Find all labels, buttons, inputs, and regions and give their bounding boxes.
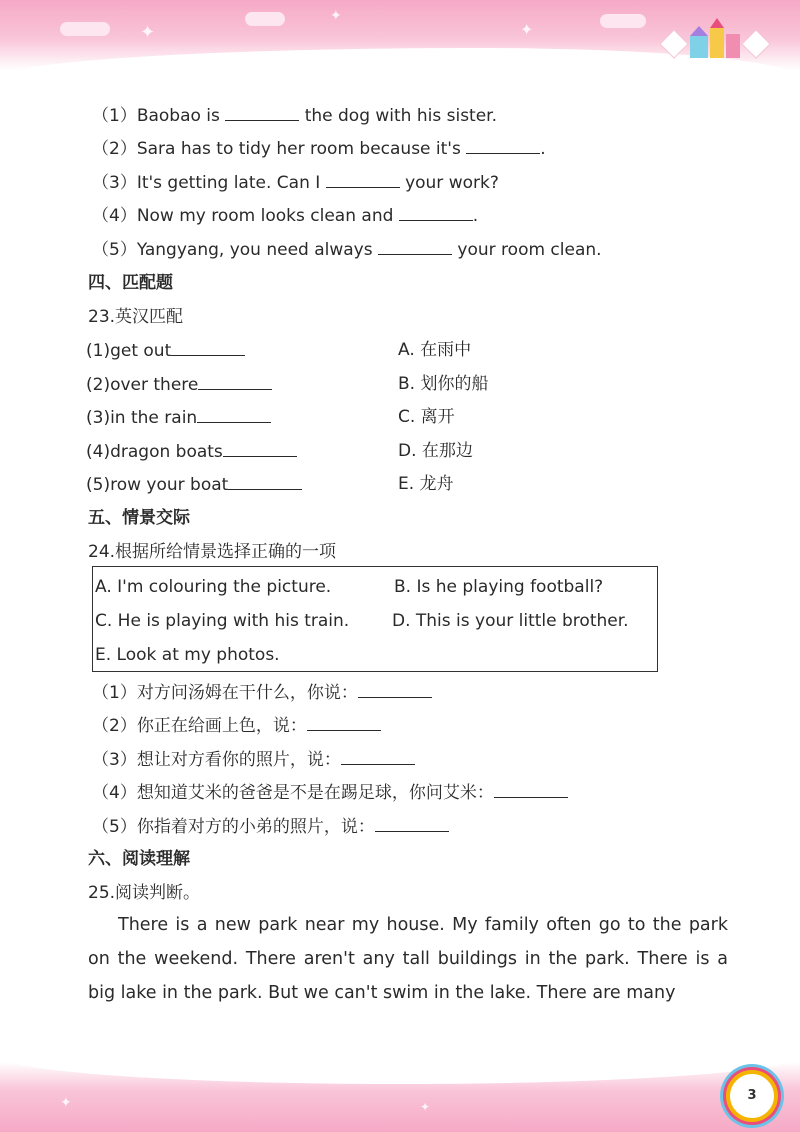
option-b: B. Is he playing football? bbox=[394, 577, 604, 597]
section-heading-situation: 五、情景交际 bbox=[88, 508, 190, 528]
answer-blank[interactable] bbox=[358, 681, 432, 698]
fill-item-4 bbox=[92, 204, 478, 227]
matching-right-item: A. 在雨中 bbox=[398, 340, 472, 360]
answer-blank[interactable] bbox=[198, 373, 272, 390]
sparkle-icon: ✦ bbox=[520, 20, 534, 39]
cloud-decoration bbox=[245, 12, 285, 26]
matching-left-item bbox=[86, 339, 245, 362]
situation-question bbox=[92, 748, 415, 771]
cloud-decoration bbox=[60, 22, 110, 36]
matching-left-text: (4)dragon boats bbox=[86, 442, 223, 462]
question-text: （5）你指着对方的小弟的照片，说： bbox=[92, 817, 375, 837]
matching-left-item bbox=[86, 373, 272, 396]
reading-instruction: 25.阅读判断。 bbox=[88, 883, 201, 903]
answer-blank[interactable] bbox=[466, 137, 540, 154]
question-text: （1）对方问汤姆在干什么，你说： bbox=[92, 683, 358, 703]
sparkle-icon: ✦ bbox=[330, 8, 342, 24]
castle-logo-icon bbox=[660, 18, 770, 64]
sparkle-icon: ✦ bbox=[420, 1100, 431, 1114]
section-heading-matching: 四、匹配题 bbox=[88, 273, 173, 293]
fill-item-text: your room clean. bbox=[452, 240, 602, 260]
answer-blank[interactable] bbox=[378, 238, 452, 255]
situation-question bbox=[92, 681, 432, 704]
fill-item-text: . bbox=[472, 206, 479, 226]
situation-question bbox=[92, 781, 568, 804]
answer-blank[interactable] bbox=[307, 714, 381, 731]
matching-left-item bbox=[86, 406, 271, 429]
fill-item-1 bbox=[92, 104, 497, 127]
section-heading-reading: 六、阅读理解 bbox=[88, 849, 190, 869]
matching-left-text: (3)in the rain bbox=[86, 408, 198, 428]
answer-blank[interactable] bbox=[223, 440, 297, 457]
answer-blank[interactable] bbox=[197, 406, 271, 423]
fill-item-text: （1）Baobao is bbox=[92, 106, 226, 126]
fill-item-text: （2）Sara has to tidy her room because it's bbox=[92, 139, 467, 159]
matching-left-text: (5)row your boat bbox=[86, 475, 229, 495]
answer-blank[interactable] bbox=[341, 748, 415, 765]
matching-left-text: (2)over there bbox=[86, 375, 199, 395]
matching-right-item: B. 划你的船 bbox=[398, 374, 489, 394]
fill-item-text: （5）Yangyang, you need always bbox=[92, 240, 379, 260]
answer-blank[interactable] bbox=[494, 781, 568, 798]
matching-right-item: E. 龙舟 bbox=[398, 474, 454, 494]
question-text: （2）你正在给画上色，说： bbox=[92, 716, 307, 736]
matching-right-item: C. 离开 bbox=[398, 407, 455, 427]
fill-item-2 bbox=[92, 137, 546, 160]
answer-blank[interactable] bbox=[326, 171, 400, 188]
answer-blank[interactable] bbox=[375, 815, 449, 832]
matching-left-text: (1)get out bbox=[86, 341, 172, 361]
answer-blank[interactable] bbox=[228, 473, 302, 490]
matching-right-item: D. 在那边 bbox=[398, 441, 473, 461]
fill-item-text: （3）It's getting late. Can I bbox=[92, 173, 326, 193]
option-e: E. Look at my photos. bbox=[95, 645, 280, 665]
situation-instruction: 24.根据所给情景选择正确的一项 bbox=[88, 542, 337, 562]
matching-left-item bbox=[86, 440, 297, 463]
situation-question bbox=[92, 714, 381, 737]
answer-blank[interactable] bbox=[225, 104, 299, 121]
situation-question bbox=[92, 815, 449, 838]
fill-item-5 bbox=[92, 238, 602, 261]
question-text: （3）想让对方看你的照片，说： bbox=[92, 750, 341, 770]
option-d: D. This is your little brother. bbox=[392, 611, 629, 631]
fill-item-text: the dog with his sister. bbox=[299, 106, 498, 126]
answer-blank[interactable] bbox=[171, 339, 245, 356]
fill-item-text: . bbox=[540, 139, 546, 159]
answer-blank[interactable] bbox=[399, 204, 473, 221]
fill-item-3 bbox=[92, 171, 499, 194]
question-text: （4）想知道艾米的爸爸是不是在踢足球，你问艾米： bbox=[92, 783, 494, 803]
fill-item-text: （4）Now my room looks clean and bbox=[92, 206, 399, 226]
matching-left-item bbox=[86, 473, 302, 496]
fill-item-text: your work? bbox=[399, 173, 499, 193]
footer-banner bbox=[0, 1062, 800, 1132]
option-a: A. I'm colouring the picture. bbox=[95, 577, 332, 597]
sparkle-icon: ✦ bbox=[140, 22, 156, 43]
matching-instruction: 23.英汉匹配 bbox=[88, 307, 184, 327]
sparkle-icon: ✦ bbox=[60, 1095, 72, 1111]
option-c: C. He is playing with his train. bbox=[95, 611, 350, 631]
cloud-decoration bbox=[600, 14, 646, 28]
reading-passage: There is a new park near my house. My family often go to the park on the weekend. There aren't any tall buildings in the park. There is a big lake in the park. But we can't swim in the lake. There are many bbox=[88, 915, 728, 1003]
page-number: 3 bbox=[726, 1070, 778, 1122]
